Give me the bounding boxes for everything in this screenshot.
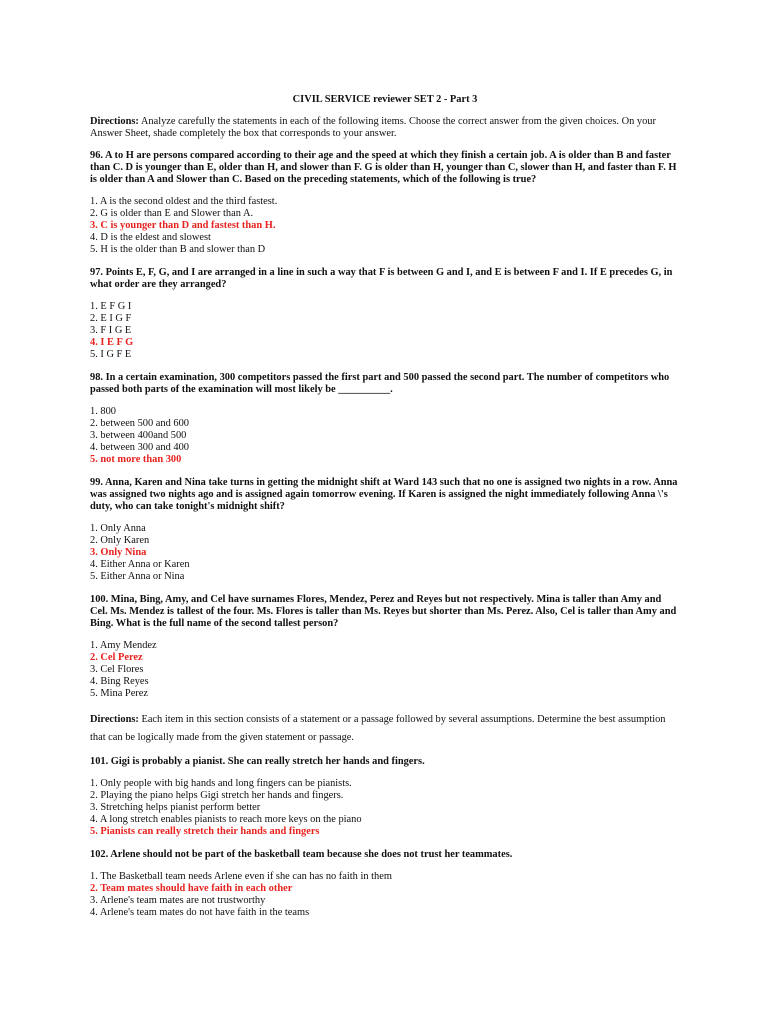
directions-1 [90,116,680,140]
directions-label: Directions: [90,714,139,725]
correct-answer-option: 3. C is younger than D and fastest than H. [90,220,276,231]
correct-answer-option: 3. Only Nina [90,547,147,558]
answer-option: 3. F I G E [90,325,132,336]
document-content [90,94,680,930]
answer-option: 4. A long stretch enables pianists to reach more keys on the piano [90,814,362,825]
option-list [90,523,680,583]
answer-option: 2. Playing the piano helps Gigi stretch her hands and fingers. [90,790,344,801]
option-list [90,406,680,466]
directions-2 [90,711,680,747]
answer-option: 3. Cel Flores [90,664,144,675]
answer-option: 1. Amy Mendez [90,640,157,651]
answer-option: 3. Arlene's team mates are not trustworthy [90,895,266,906]
correct-answer-option: 2. Cel Perez [90,652,143,663]
option-list [90,196,680,256]
answer-option: 3. Stretching helps pianist perform better [90,802,261,813]
question-text: 101. Gigi is probably a pianist. She can really stretch her hands and fingers. [90,756,425,767]
question-text: 99. Anna, Karen and Nina take turns in getting the midnight shift at Ward 143 such that no one is assigned two nights in a row. Anna was assigned two nights ago and is assigned again tomorrow evening. If Karen is assigned the night immediately following Anna \'s duty, who can take tonight's midnight shift? [90,477,678,512]
answer-option: 5. H is the older than B and slower than D [90,244,266,255]
answer-option: 5. Mina Perez [90,688,148,699]
answer-option: 4. D is the eldest and slowest [90,232,211,243]
answer-option: 1. E F G I [90,301,132,312]
answer-option: 5. Either Anna or Nina [90,571,185,582]
answer-option: 1. A is the second oldest and the third fastest. [90,196,278,207]
directions-text: Each item in this section consists of a statement or a passage followed by several assumptions. Determine the best assumption that can be logically made from the given statement or passage. [90,714,666,743]
correct-answer-option: 2. Team mates should have faith in each other [90,883,293,894]
answer-option: 4. Bing Reyes [90,676,149,687]
question-text: 100. Mina, Bing, Amy, and Cel have surnames Flores, Mendez, Perez and Reyes but not respectively. Mina is taller than Amy and Cel. Ms. Mendez is tallest of the four. Ms. Flores is taller than Ms. Reyes but shorter than Ms. Perez. Also, Cel is taller than Amy and Bing. What is the full name of the second tallest person? [90,594,677,629]
option-list [90,871,680,919]
page-title: CIVIL SERVICE reviewer SET 2 - Part 3 [292,94,478,105]
answer-option: 2. G is older than E and Slower than A. [90,208,254,219]
answer-option: 1. Only Anna [90,523,146,534]
option-list [90,778,680,838]
answer-option: 2. E I G F [90,313,132,324]
answer-option: 1. The Basketball team needs Arlene even if she can has no faith in them [90,871,392,882]
answer-option: 5. I G F E [90,349,132,360]
question-text: 102. Arlene should not be part of the basketball team because she does not trust her teammates. [90,849,513,860]
question-set-2 [90,756,680,919]
answer-option: 4. Arlene's team mates do not have faith in the teams [90,907,310,918]
answer-option: 4. between 300 and 400 [90,442,189,453]
question-set-1 [90,150,680,700]
question-text: 98. In a certain examination, 300 competitors passed the first part and 500 passed the second part. The number of competitors who passed both parts of the examination will most likely be __________. [90,372,670,395]
directions-label: Directions: [90,116,139,127]
correct-answer-option: 4. I E F G [90,337,134,348]
answer-option: 2. between 500 and 600 [90,418,189,429]
answer-option: 4. Either Anna or Karen [90,559,190,570]
answer-option: 3. between 400and 500 [90,430,187,441]
option-list [90,301,680,361]
directions-text: Analyze carefully the statements in each of the following items. Choose the correct answer from the given choices. On your Answer Sheet, shade completely the box that corresponds to your answer. [90,116,656,139]
option-list [90,640,680,700]
correct-answer-option: 5. Pianists can really stretch their hands and fingers [90,826,320,837]
question-text: 97. Points E, F, G, and I are arranged in a line in such a way that F is between G and I, and E is between F and I. If E precedes G, in what order are they arranged? [90,267,673,290]
answer-option: 2. Only Karen [90,535,150,546]
question-text: 96. A to H are persons compared according to their age and the speed at which they finish a certain job. A is older than B and faster than C. D is younger than E, older than H, and slower than F. G is older than H, younger than C, slower than H, and faster than F. H is older than A and Slower than C. Based on the preceding statements, which of the following is true? [90,150,677,185]
answer-option: 1. 800 [90,406,116,417]
answer-option: 1. Only people with big hands and long fingers can be pianists. [90,778,352,789]
correct-answer-option: 5. not more than 300 [90,454,182,465]
